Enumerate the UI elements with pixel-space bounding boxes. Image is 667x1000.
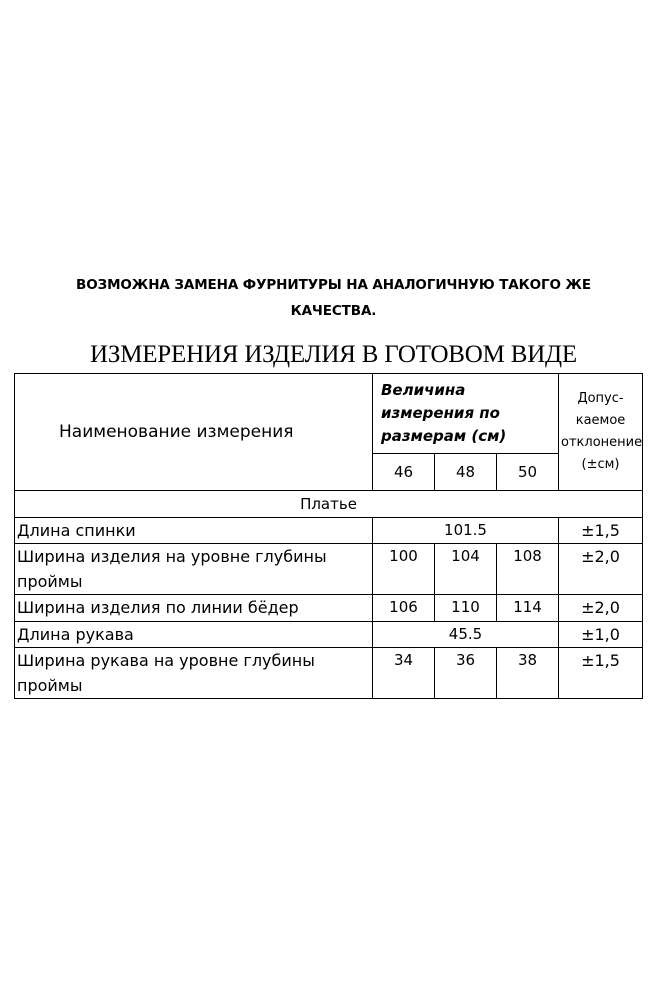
measurement-value-50: 38	[497, 648, 559, 699]
measurement-name-line: проймы	[17, 676, 83, 695]
measurements-table	[14, 373, 643, 699]
table-row	[15, 595, 643, 622]
measurement-name-line: Длина спинки	[17, 521, 136, 540]
measurement-name	[15, 544, 373, 595]
measurement-value-all-sizes: 45.5	[373, 622, 559, 648]
header-value-line: измерения по	[381, 404, 500, 422]
measurement-tolerance: ±1,5	[559, 648, 643, 699]
measurement-value-48: 110	[435, 595, 497, 622]
measurement-name	[15, 648, 373, 699]
measurement-name-line: проймы	[17, 572, 83, 591]
measurement-value-all-sizes: 101.5	[373, 518, 559, 544]
section-title: Платье	[15, 491, 643, 518]
measurement-name	[15, 622, 373, 648]
measurement-name-line: Ширина рукава на уровне глубины	[17, 651, 315, 670]
table-row	[15, 622, 643, 648]
size-48-header: 48	[435, 454, 497, 491]
measurement-name-line: Ширина изделия на уровне глубины	[17, 547, 327, 566]
measurement-value-48: 104	[435, 544, 497, 595]
header-row	[15, 374, 643, 454]
header-tolerance-line: каемое	[575, 413, 626, 428]
header-tolerance-line: (±см)	[581, 457, 620, 472]
table-row	[15, 518, 643, 544]
document-title: ИЗМЕРЕНИЯ ИЗДЕЛИЯ В ГОТОВОМ ВИДЕ	[90, 341, 577, 368]
notice-line-2: КАЧЕСТВА.	[290, 303, 377, 319]
measurement-value-50: 114	[497, 595, 559, 622]
measurement-value-46: 34	[373, 648, 435, 699]
notice-line-1: ВОЗМОЖНА ЗАМЕНА ФУРНИТУРЫ НА АНАЛОГИЧНУЮ ТАКОГО ЖЕ	[76, 277, 591, 293]
measurement-value-46: 106	[373, 595, 435, 622]
header-value-by-size	[373, 374, 559, 454]
measurement-name	[15, 595, 373, 622]
size-46-header: 46	[373, 454, 435, 491]
measurement-name	[15, 518, 373, 544]
measurement-value-46: 100	[373, 544, 435, 595]
header-tolerance-line: отклонение	[561, 435, 643, 450]
header-value-line: размерам (см)	[381, 427, 507, 445]
table-row	[15, 544, 643, 595]
measurement-value-48: 36	[435, 648, 497, 699]
measurement-tolerance: ±1,5	[559, 518, 643, 544]
measurement-tolerance: ±2,0	[559, 544, 643, 595]
table-row	[15, 648, 643, 699]
header-tolerance-line: Допус-	[577, 391, 624, 406]
notice-text	[20, 272, 647, 324]
measurement-tolerance: ±1,0	[559, 622, 643, 648]
header-measurement-name: Наименование измерения	[15, 374, 373, 491]
size-50-header: 50	[497, 454, 559, 491]
header-value-line: Величина	[381, 381, 466, 399]
measurement-value-50: 108	[497, 544, 559, 595]
header-tolerance	[559, 374, 643, 491]
measurement-name-line: Ширина изделия по линии бёдер	[17, 598, 299, 617]
section-row	[15, 491, 643, 518]
measurement-name-line: Длина рукава	[17, 625, 134, 644]
measurement-tolerance: ±2,0	[559, 595, 643, 622]
